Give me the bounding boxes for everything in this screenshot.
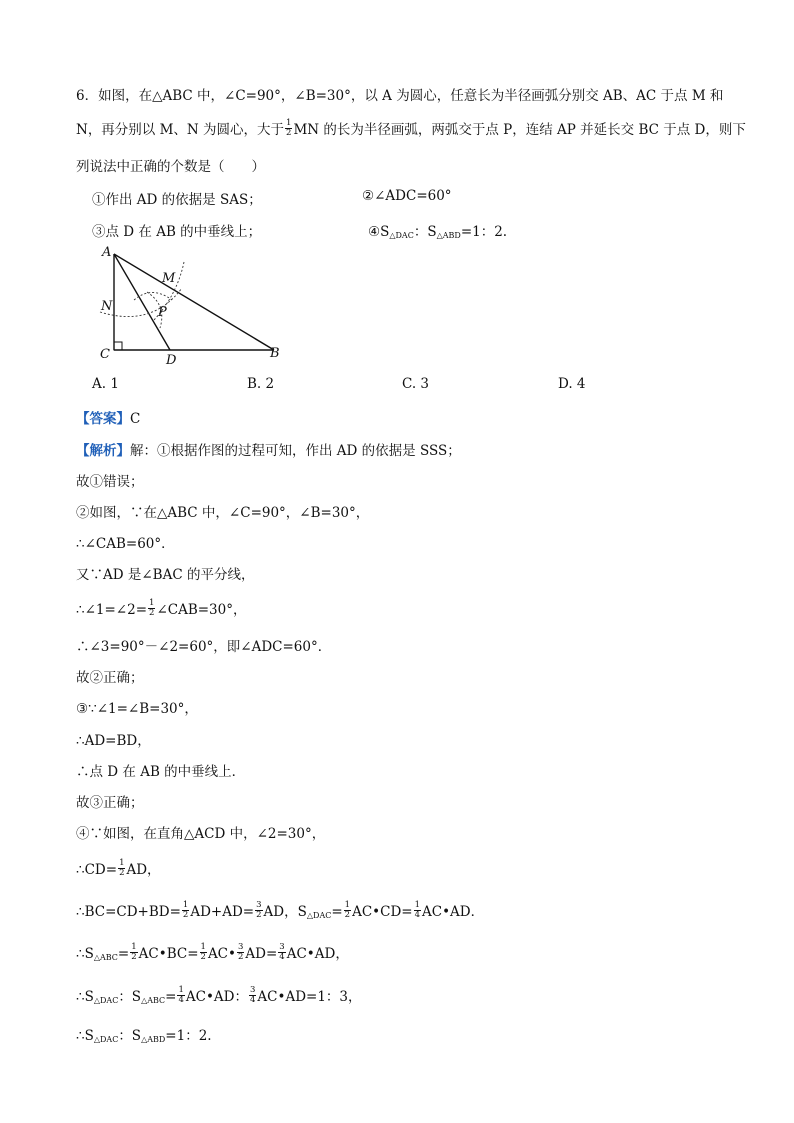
analysis-line-7: ∴∠3=90°－∠2=60°，即∠ADC=60°． — [76, 639, 332, 655]
question-line-2: N，再分别以 M、N 为圆心，大于 $\frac{1}{2}$ MN 的长为半径画弧，两弧交于点 P，连结 AP 并延长交 BC 于点 D，则下 — [76, 118, 746, 138]
analysis-line-6: ∴∠1=∠2= $\frac{1}{2}$ ∠CAB=30°， — [76, 598, 247, 618]
segment-ab — [114, 254, 274, 350]
label-d: D — [166, 353, 177, 368]
statement-4: $④S_{\triangle DAC}$：$S_{\triangle ABD}=1$：2. — [368, 224, 508, 240]
choice-b: B. 2 — [247, 376, 275, 392]
fraction: $\frac{1}{4}$ — [178, 985, 184, 1005]
answer-line — [76, 407, 140, 427]
analysis-line-4: ∴∠CAB=60°． — [76, 536, 175, 552]
analysis-line-11: ∴点 D 在 AB 的中垂线上． — [76, 764, 246, 780]
analysis-line-2: 故①错误； — [76, 474, 144, 490]
analysis-line-8: 故②正确； — [76, 670, 144, 686]
analysis-label: 【解析】 — [76, 443, 130, 459]
fraction: $\frac{3}{4}$ — [250, 985, 256, 1005]
fraction: $\frac{1}{2}$ — [182, 900, 189, 920]
analysis-line-10: ∴AD=BD， — [76, 733, 151, 749]
fraction: $\frac{3}{2}$ — [237, 942, 244, 962]
question-line-3: 列说法中正确的个数是（ ） — [76, 159, 265, 175]
statement-3: ③点 D 在 AB 的中垂线上； — [92, 224, 262, 240]
fraction: $\frac{1}{2}$ — [131, 942, 137, 962]
fraction: $\frac{3}{4}$ — [279, 942, 285, 962]
choice-d: D. 4 — [558, 376, 586, 392]
analysis-line-5: 又∵AD 是∠BAC 的平分线， — [76, 567, 255, 583]
answer-value: C — [130, 411, 141, 427]
choice-a: A. 1 — [92, 376, 119, 392]
segment-ad — [114, 254, 170, 350]
choice-c: C. 3 — [402, 376, 430, 392]
statement-2: ②∠ADC=60° — [362, 188, 452, 204]
right-angle-mark — [114, 342, 122, 350]
answer-label: 【答案】 — [76, 411, 130, 427]
statement-1: ①作出 AD 的依据是 SAS； — [92, 192, 262, 208]
analysis-line-18: $\therefore S_{\triangle DAC}$：$S_{\triangle ABD}=1$：2. — [76, 1028, 212, 1044]
analysis-line-1: 【解析】解：①根据作图的过程可知，作出 AD 的依据是 SSS； — [76, 443, 461, 459]
question-line-1: 6．如图，在△ABC 中，∠C=90°，∠B=30°，以 A 为圆心，任意长为半径画弧分别交 AB、AC 于点 M 和 — [76, 88, 724, 104]
fraction: $\frac{1}{2}$ — [344, 900, 351, 920]
fraction: $\frac{1}{2}$ — [286, 118, 292, 138]
label-c: C — [100, 347, 110, 362]
analysis-line-16: $\therefore S_{\triangle ABC}=$ $\frac{1}{2}$ AC•BC= $\frac{1}{2}$ AC• $\frac{3}{2}$ AD= $\frac{3}{4}$ AC•AD， — [76, 942, 349, 962]
label-n: N — [101, 299, 113, 314]
analysis-line-9: ③∵∠1=∠B=30°， — [76, 701, 198, 717]
fraction: $\frac{3}{2}$ — [256, 900, 262, 920]
fraction: $\frac{1}{2}$ — [119, 858, 125, 878]
label-a: A — [102, 245, 112, 260]
analysis-line-12: 故③正确； — [76, 795, 144, 811]
analysis-line-15: ∴BC=CD+BD= $\frac{1}{2}$ AD+AD= $\frac{3}{2}$ AD，$S_{\triangle DAC}=$ $\frac{1}{2}$ AC•CD= $\frac{1}{4}$ AC•AD． — [76, 900, 485, 920]
fraction: $\frac{1}{4}$ — [414, 900, 421, 920]
analysis-line-13: ④∵如图，在直角△ACD 中，∠2=30°， — [76, 826, 326, 842]
fraction: $\frac{1}{2}$ — [200, 942, 206, 962]
label-p: P — [158, 305, 167, 320]
label-m: M — [162, 271, 176, 286]
analysis-line-17: $\therefore S_{\triangle DAC}$：$S_{\triangle ABC}=$ $\frac{1}{4}$ AC•AD： $\frac{3}{4}$ AC•AD=1：3， — [76, 985, 362, 1005]
fraction: $\frac{1}{2}$ — [149, 598, 155, 618]
label-b: B — [270, 346, 280, 361]
analysis-line-3: ②如图，∵在△ABC 中，∠C=90°，∠B=30°， — [76, 505, 370, 521]
triangle-figure — [92, 240, 292, 370]
analysis-line-14: ∴CD= $\frac{1}{2}$ AD， — [76, 858, 161, 878]
